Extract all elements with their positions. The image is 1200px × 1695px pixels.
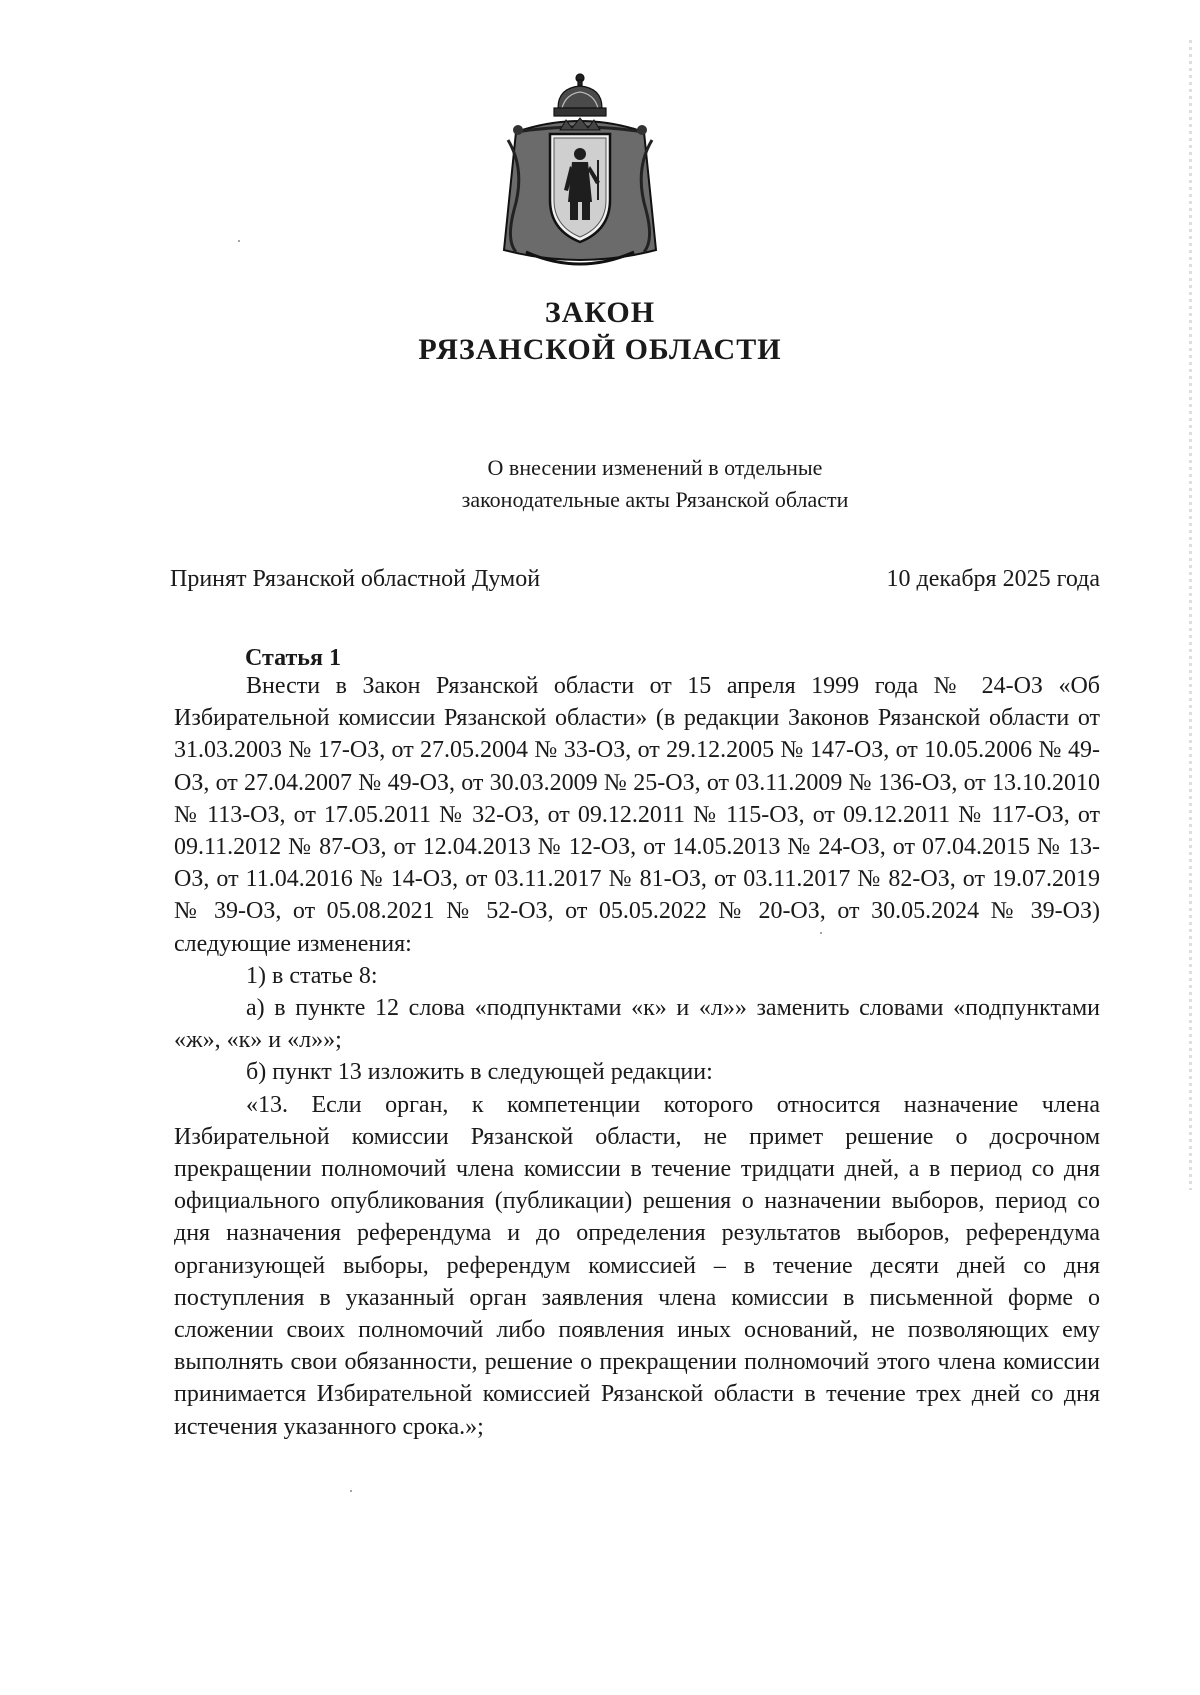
law-subject-line: законодательные акты Рязанской области: [461, 487, 849, 512]
body-paragraph: 1) в статье 8:: [246, 962, 378, 989]
document-type-title: ЗАКОН: [544, 296, 656, 329]
adoption-date: 10 декабря 2025 года: [886, 566, 1100, 592]
law-subject: [0, 452, 1200, 516]
law-subject-line: О внесении изменений в отдельные: [487, 455, 823, 480]
scan-edge-artifact: [1189, 40, 1192, 1190]
adoption-info: [170, 566, 1100, 593]
issuing-region-title: РЯЗАНСКОЙ ОБЛАСТИ: [418, 333, 782, 366]
scan-speck: [238, 240, 240, 242]
scan-speck: [350, 1490, 352, 1492]
article-body: [174, 670, 1100, 1443]
body-paragraph: Внести в Закон Рязанской области от 15 апреля 1999 года № 24-ОЗ «Об Избирательной комиссии Рязанской области» (в редакции Законов Рязанской области от 31.03.2003 № 17-ОЗ, от 27.05.2004 № 33-ОЗ, от 29.12.2005 № 147-ОЗ, от 10.05.2006 № 49-ОЗ, от 27.04.2007 № 49-ОЗ, от 30.03.2009 № 25-ОЗ, от 03.11.2009 № 136-ОЗ, от 13.10.2010 № 113-ОЗ, от 17.05.2011 № 32-ОЗ, от 09.12.2011 № 115-ОЗ, от 09.12.2011 № 117-ОЗ, от 09.11.2012 № 87-ОЗ, от 12.04.2013 № 12-ОЗ, от 14.05.2013 № 24-ОЗ, от 07.04.2015 № 13-ОЗ, от 11.04.2016 № 14-ОЗ, от 03.11.2017 № 81-ОЗ, от 03.11.2017 № 82-ОЗ, от 19.07.2019 № 39-ОЗ, от 05.08.2021 № 52-ОЗ, от 05.05.2022 № 20-ОЗ, от 30.05.2024 № 39-ОЗ) следующие изменения:: [174, 673, 1100, 957]
adopted-by: Принят Рязанской областной Думой: [170, 566, 541, 592]
body-paragraph: «13. Если орган, к компетенции которого относится назначение члена Избирательной комиссии Рязанской области, не примет решение о досрочном прекращении полномочий члена комиссии в течение тридцати дней, а в период со дня официального опубликования (публикации) решения о назначении выборов, период со дня назначения референдума и до определения результатов выборов, референдума организующей выборы, референдум комиссией – в течение десяти дней со дня поступления в указанный орган заявления члена комиссии в письменной форме о сложении своих полномочий либо появления иных оснований, не позволяющих ему выполнять свои обязанности, решение о прекращении полномочий этого члена комиссии принимается Избирательной комиссией Рязанской области в течение трех дней со дня истечения указанного срока.»;: [174, 1091, 1100, 1440]
body-paragraph: б) пункт 13 изложить в следующей редакции:: [246, 1059, 713, 1086]
body-paragraph: а) в пункте 12 слова «подпунктами «к» и «л»» заменить словами «подпунктами «ж», «к» и «л»»;: [174, 995, 1100, 1054]
coat-of-arms-icon: [496, 70, 664, 278]
article-heading: Статья 1: [245, 645, 341, 671]
